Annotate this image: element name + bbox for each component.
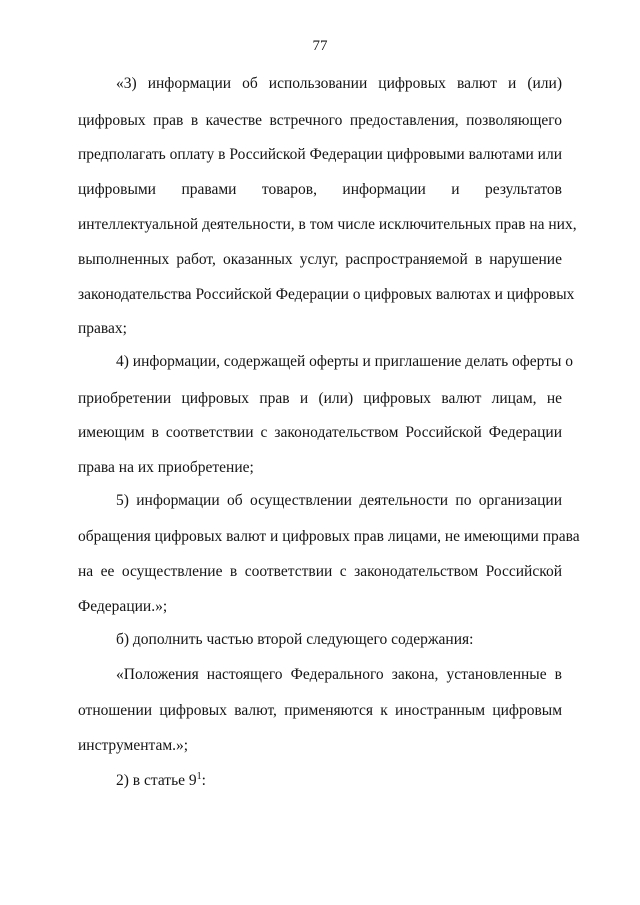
article-superscript: 1: [196, 770, 202, 782]
text-line: интеллектуальной деятельности, в том числе исключительных прав на них,: [78, 216, 577, 233]
article-colon: :: [201, 772, 206, 789]
text-line: Федерации.»;: [78, 598, 168, 615]
page-number: 77: [312, 38, 328, 54]
text-line: имеющим в соответствии с законодательством Российской Федерации: [78, 424, 562, 441]
text-line: обращения цифровых валют и цифровых прав лицами, не имеющими права: [78, 528, 580, 545]
text-line: инструментам.»;: [78, 737, 189, 754]
text-line: на ее осуществление в соответствии с законодательством Российской: [78, 563, 562, 580]
text-line: выполненных работ, оказанных услуг, распространяемой в нарушение: [78, 251, 562, 268]
text-line: отношении цифровых валют, применяются к иностранным цифровым: [78, 702, 562, 719]
text-line: предполагать оплату в Российской Федерации цифровыми валютами или: [78, 146, 562, 163]
text-line: законодательства Российской Федерации о цифровых валютах и цифровых: [78, 286, 575, 303]
text-line: цифровых прав в качестве встречного предоставления, позволяющего: [78, 112, 562, 129]
text-line: права на их приобретение;: [78, 459, 254, 476]
text-line: «Положения настоящего Федерального закона, установленные в: [116, 666, 562, 683]
text-line: «3) информации об использовании цифровых валют и (или): [116, 75, 562, 92]
text-line: б) дополнить частью второй следующего содержания:: [116, 631, 474, 648]
text-line: правах;: [78, 320, 127, 337]
text-line: 4) информации, содержащей оферты и приглашение делать оферты о: [116, 353, 574, 370]
paragraph-article-2: [116, 771, 562, 791]
text-line: 5) информации об осуществлении деятельности по организации: [116, 492, 562, 509]
text-line: цифровыми правами товаров, информации и результатов: [78, 181, 562, 198]
text-line: приобретении цифровых прав и (или) цифровых валют лицам, не: [78, 390, 562, 407]
article-text: 2) в статье 9: [116, 772, 197, 789]
